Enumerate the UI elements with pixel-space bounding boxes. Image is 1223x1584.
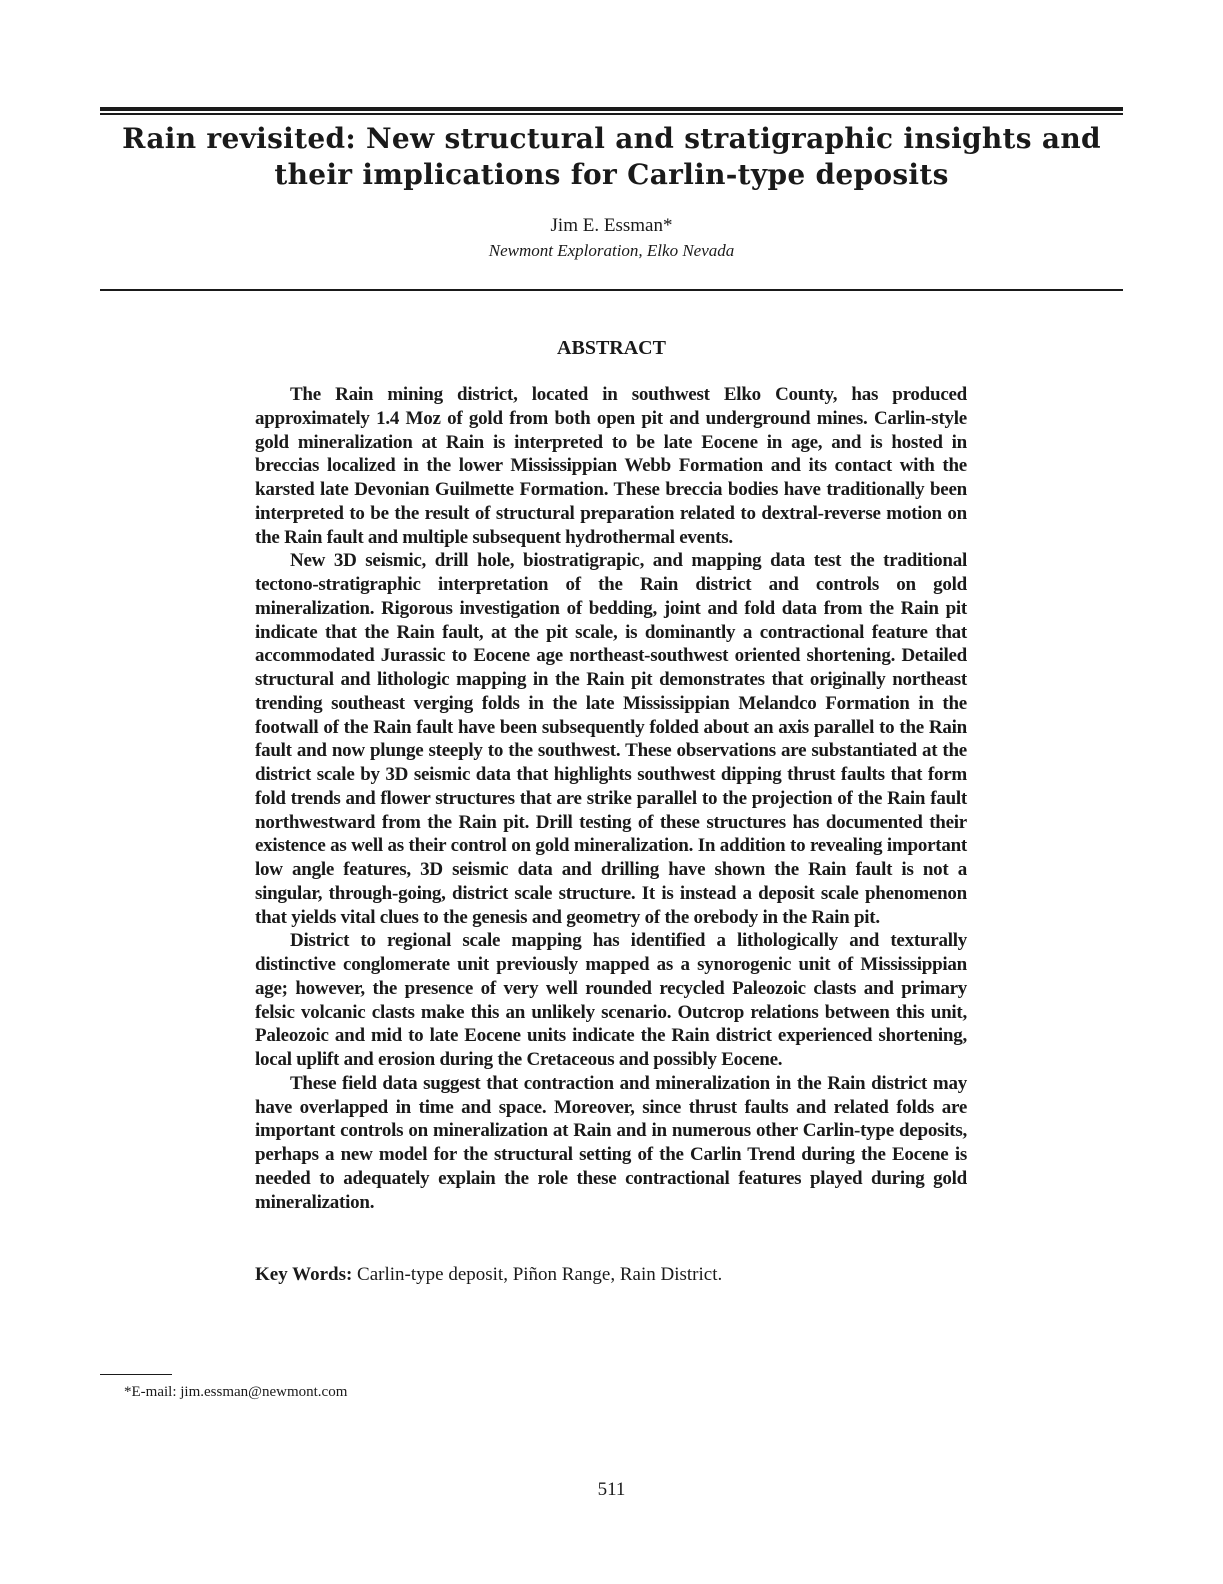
abstract-paragraph-2: New 3D seismic, drill hole, biostratigrapic, and mapping data test the traditional tectono-stratigraphic interpretation of the Rain district and controls on gold mineralization. Rigorous investigation of bedding, joint and fold data from the Rain pit indicate that the Rain fault, at the pit scale, is dominantly a contractional feature that accommodated Jurassic to Eocene age northeast-southwest oriented shortening. Detailed structural and lithologic mapping in the Rain pit demonstrates that originally northeast trending southeast verging folds in the late Mississippian Melandco Formation in the footwall of the Rain fault have been subsequently folded about an axis parallel to the Rain fault and now plunge steeply to the southwest. These observations are substantiated at the district scale by 3D seismic data that highlights southwest dipping thrust faults that form fold trends and flower structures that are strike parallel to the projection of the Rain fault northwestward from the Rain pit. Drill testing of these structures has documented their existence as well as their control on gold mineralization. In addition to revealing important low angle features, 3D seismic data and drilling have shown the Rain fault is not a singular, through-going, district scale structure. It is instead a deposit scale phenomenon that yields vital clues to the genesis and geometry of the orebody in the Rain pit. bbox=[255, 550, 967, 928]
top-rule-thick bbox=[100, 107, 1123, 111]
footnote-rule bbox=[100, 1374, 172, 1375]
top-rule-thin bbox=[100, 113, 1123, 115]
paper-title-line-2: their implications for Carlin-type deposits bbox=[274, 158, 949, 191]
paper-title bbox=[100, 121, 1123, 193]
paper-title-line-1: Rain revisited: New structural and stratigraphic insights and bbox=[122, 122, 1101, 155]
header-divider-rule bbox=[100, 289, 1123, 291]
abstract-paragraph-1: The Rain mining district, located in southwest Elko County, has produced approximately 1.4 Moz of gold from both open pit and underground mines. Carlin-style gold mineralization at Rain is interpreted to be late Eocene in age, and is hosted in breccias localized in the lower Mississippian Webb Formation and its contact with the karsted late Devonian Guilmette Formation. These breccia bodies have traditionally been interpreted to be the result of structural preparation related to dextral-reverse motion on the Rain fault and multiple subsequent hydrothermal events. bbox=[255, 384, 967, 548]
author-name: Jim E. Essman* bbox=[550, 215, 673, 236]
page-number: 511 bbox=[597, 1479, 626, 1500]
abstract-heading: ABSTRACT bbox=[557, 337, 666, 359]
keywords-text: Carlin-type deposit, Piñon Range, Rain District. bbox=[357, 1264, 723, 1285]
author-affiliation: Newmont Exploration, Elko Nevada bbox=[488, 241, 735, 260]
abstract-body bbox=[255, 383, 967, 1214]
abstract-paragraph-4: These field data suggest that contraction and mineralization in the Rain district may have overlapped in time and space. Moreover, since thrust faults and related folds are important controls on mineralization at Rain and in numerous other Carlin-type deposits, perhaps a new model for the structural setting of the Carlin Trend during the Eocene is needed to adequately explain the role these contractional features played during gold mineralization. bbox=[255, 1072, 967, 1213]
abstract-paragraph-3: District to regional scale mapping has identified a lithologically and texturally distinctive conglomerate unit previously mapped as a synorogenic unit of Mississippian age; however, the presence of very well rounded recycled Paleozoic clasts and primary felsic volcanic clasts make this an unlikely scenario. Outcrop relations between this unit, Paleozoic and mid to late Eocene units indicate the Rain district experienced shortening, local uplift and erosion during the Cretaceous and possibly Eocene. bbox=[255, 930, 967, 1070]
keywords bbox=[255, 1263, 967, 1286]
footnote-email: *E-mail: jim.essman@newmont.com bbox=[124, 1384, 348, 1400]
keywords-label: Key Words: bbox=[255, 1264, 353, 1285]
